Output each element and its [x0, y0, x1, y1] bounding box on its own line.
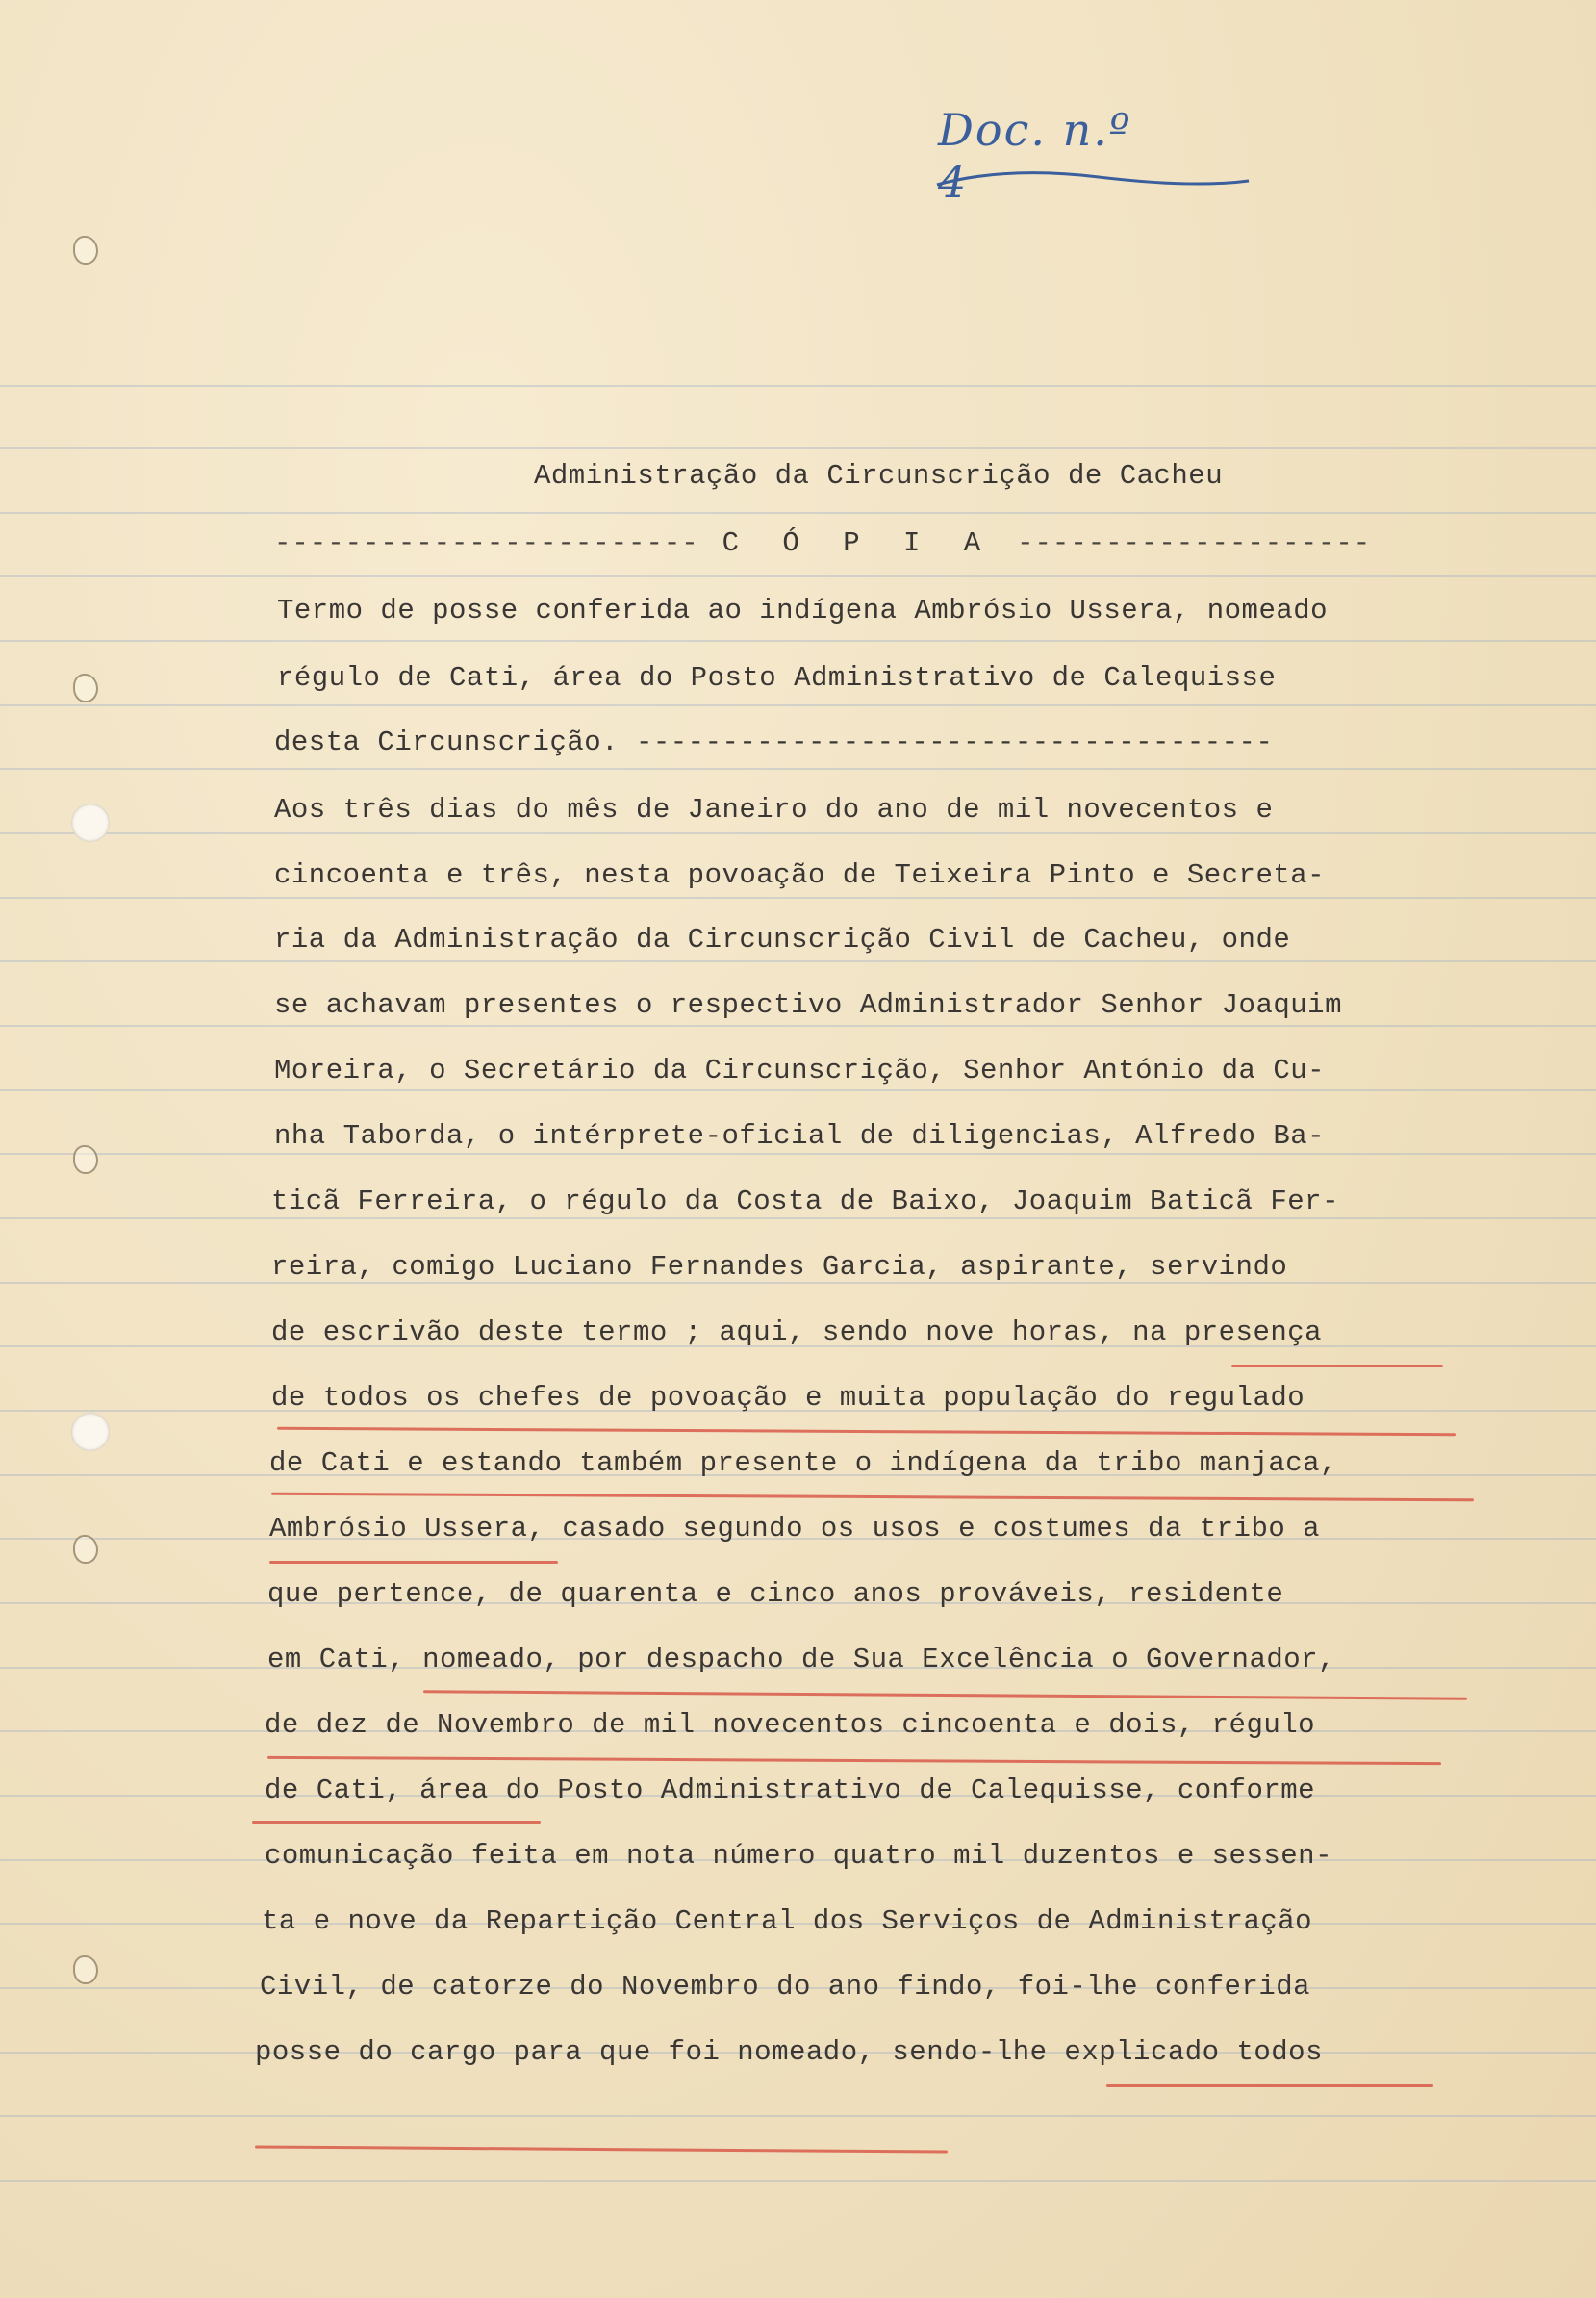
ruled-line	[0, 768, 1596, 770]
ruled-line	[0, 1153, 1596, 1155]
handwritten-underline	[935, 166, 1253, 194]
red-underline	[255, 2145, 948, 2153]
margin-blot	[73, 1145, 98, 1174]
red-underline	[1106, 2084, 1433, 2087]
heading-line: régulo de Cati, área do Posto Administrativo de Calequisse	[277, 662, 1277, 694]
ruled-line	[0, 960, 1596, 962]
ruled-line	[0, 512, 1596, 514]
ruled-line	[0, 1089, 1596, 1091]
margin-blot	[73, 1535, 98, 1564]
body-line: comunicação feita em nota número quatro mil duzentos e sessen-	[265, 1840, 1332, 1872]
punch-hole	[71, 1413, 110, 1451]
red-underline	[269, 1561, 558, 1564]
body-line: posse do cargo para que foi nomeado, sendo-lhe explicado todos	[255, 2036, 1323, 2068]
body-line: que pertence, de quarenta e cinco anos prováveis, residente	[267, 1578, 1284, 1610]
ruled-line	[0, 2180, 1596, 2182]
body-line: reira, comigo Luciano Fernandes Garcia, aspirante, servindo	[271, 1251, 1288, 1283]
body-line: ticã Ferreira, o régulo da Costa de Baixo, Joaquim Baticã Fer-	[271, 1186, 1339, 1217]
handwritten-doc-reference: Doc. n.º 4	[938, 104, 1132, 208]
red-underline	[267, 1756, 1441, 1765]
ruled-line	[0, 447, 1596, 449]
body-line: nha Taborda, o intérprete-oficial de diligencias, Alfredo Ba-	[274, 1120, 1326, 1152]
heading-line: Termo de posse conferida ao indígena Ambrósio Ussera, nomeado	[277, 595, 1329, 626]
red-underline	[277, 1427, 1456, 1436]
margin-blot	[73, 236, 98, 265]
margin-blot	[73, 1955, 98, 1984]
body-line: de dez de Novembro de mil novecentos cincoenta e dois, régulo	[265, 1709, 1316, 1741]
body-line: de Cati, área do Posto Administrativo de Calequisse, conforme	[265, 1775, 1316, 1806]
body-line: ria da Administração da Circunscrição Civil de Cacheu, onde	[274, 924, 1291, 956]
copia-row	[274, 527, 1371, 559]
ruled-line	[0, 1217, 1596, 1219]
ruled-line	[0, 897, 1596, 899]
body-line: de escrivão deste termo ; aqui, sendo nove horas, na presença	[271, 1316, 1323, 1348]
red-underline	[423, 1690, 1467, 1700]
ruled-line	[0, 1025, 1596, 1027]
body-line: Civil, de catorze do Novembro do ano findo, foi-lhe conferida	[260, 1971, 1311, 2003]
red-underline	[271, 1493, 1474, 1502]
body-line: Aos três dias do mês de Janeiro do ano de mil novecentos e	[274, 794, 1274, 826]
body-line: em Cati, nomeado, por despacho de Sua Excelência o Governador,	[267, 1644, 1335, 1675]
dash-separator-left: ------------------------	[274, 527, 699, 559]
body-line: cincoenta e três, nesta povoação de Teixeira Pinto e Secreta-	[274, 859, 1326, 891]
ruled-line	[0, 640, 1596, 642]
body-line: de todos os chefes de povoação e muita população do regulado	[271, 1382, 1305, 1414]
body-line: de Cati e estando também presente o indígena da tribo manjaca,	[269, 1447, 1337, 1479]
punch-hole	[71, 804, 110, 842]
red-underline	[252, 1821, 541, 1824]
body-line: Moreira, o Secretário da Circunscrição, Senhor António da Cu-	[274, 1055, 1326, 1086]
ruled-line	[0, 575, 1596, 577]
red-underline	[1231, 1365, 1443, 1367]
ruled-line	[0, 385, 1596, 387]
body-line: se achavam presentes o respectivo Administrador Senhor Joaquim	[274, 989, 1342, 1021]
margin-blot	[73, 674, 98, 702]
ruled-line	[0, 2115, 1596, 2117]
copia-label: C Ó P I A	[722, 527, 995, 559]
ruled-line	[0, 832, 1596, 834]
document-title: Administração da Circunscrição de Cacheu	[534, 460, 1224, 492]
ruled-line	[0, 704, 1596, 706]
dash-separator-right: --------------------	[1017, 527, 1372, 559]
body-line: ta e nove da Repartição Central dos Serviços de Administração	[262, 1905, 1313, 1937]
body-line: Ambrósio Ussera, casado segundo os usos e costumes da tribo a	[269, 1513, 1321, 1545]
heading-line: desta Circunscrição. -------------------------------------	[274, 727, 1274, 758]
